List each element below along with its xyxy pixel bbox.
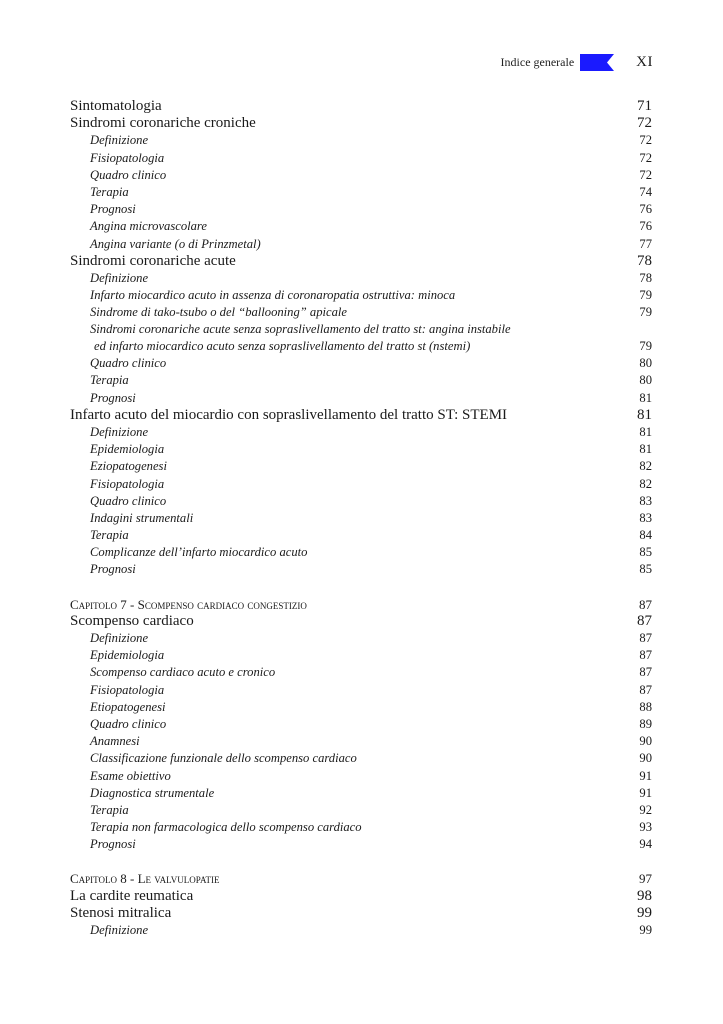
toc-subentry[interactable] — [70, 132, 652, 149]
toc-subentry[interactable] — [70, 476, 652, 493]
toc-subentry[interactable] — [70, 716, 652, 733]
toc-entry-title: Capitolo 8 - Le valvulopatie — [70, 871, 220, 887]
toc-entry-page: 72 — [639, 150, 652, 165]
toc-entry-page: 79 — [639, 305, 652, 320]
toc-entry-title: Scompenso cardiaco acuto e cronico — [90, 665, 276, 680]
toc-entry-page: 99 — [637, 904, 652, 921]
toc-subentry[interactable] — [70, 510, 652, 527]
toc-entry-page: 92 — [639, 802, 652, 817]
toc-subentry[interactable] — [70, 304, 652, 321]
toc-subentry[interactable] — [70, 184, 652, 201]
toc-entry-page: 98 — [637, 887, 652, 904]
toc-entry-title: Terapia non farmacologica dello scompenso cardiaco — [90, 820, 362, 835]
toc-subentry[interactable] — [70, 561, 652, 578]
toc-chapter-heading[interactable] — [70, 870, 652, 887]
toc-subentry[interactable] — [70, 630, 652, 647]
toc-subentry[interactable] — [70, 647, 652, 664]
toc-subentry[interactable] — [70, 768, 652, 785]
toc-entry-page: 72 — [639, 133, 652, 148]
toc-subentry[interactable] — [70, 167, 652, 184]
toc-entry-page: 84 — [639, 528, 652, 543]
toc-entry-title: Terapia — [90, 528, 129, 543]
bookmark-flag-icon — [580, 54, 614, 71]
toc-entry-page: 72 — [639, 167, 652, 182]
toc-entry-title: Definizione — [90, 270, 149, 285]
toc-subentry[interactable] — [70, 802, 652, 819]
section-gap — [70, 853, 652, 870]
toc-entry-page: 78 — [637, 252, 652, 269]
toc-entry[interactable] — [70, 613, 652, 630]
toc-entry[interactable] — [70, 888, 652, 905]
toc-entry-page: 81 — [639, 390, 652, 405]
toc-entry-page: 81 — [637, 406, 652, 423]
toc-entry-page: 71 — [637, 98, 652, 114]
toc-subentry[interactable] — [70, 458, 652, 475]
toc-entry-title: La cardite reumatica — [70, 887, 194, 904]
page-number: XI — [636, 53, 653, 70]
toc-entry-title: Indagini strumentali — [90, 510, 194, 525]
toc-entry-page: 80 — [639, 356, 652, 371]
toc-entry-page: 82 — [639, 459, 652, 474]
toc-subentry[interactable] — [70, 150, 652, 167]
toc-entry-page: 74 — [639, 184, 652, 199]
section-gap — [70, 579, 652, 596]
toc-entry-page: 72 — [637, 115, 652, 132]
toc-entry-page: 87 — [639, 648, 652, 663]
toc-entry-title: Etiopatogenesi — [90, 699, 166, 714]
toc-subentry[interactable] — [70, 750, 652, 767]
toc-entry-page: 82 — [639, 476, 652, 491]
toc-entry-page: 91 — [639, 768, 652, 783]
toc-entry-page: 90 — [639, 734, 652, 749]
toc-entry-title: Eziopatogenesi — [90, 459, 167, 474]
toc-entry-page: 99 — [639, 923, 652, 938]
toc-entry-page: 87 — [639, 682, 652, 697]
toc-entry-page: 87 — [639, 596, 652, 612]
toc-entry-title: Angina variante (o di Prinzmetal) — [90, 236, 261, 251]
toc-subentry[interactable] — [70, 390, 652, 407]
toc-subentry[interactable] — [70, 664, 652, 681]
toc-entry-title: Definizione — [90, 424, 149, 439]
toc-entry-page: 79 — [639, 288, 652, 303]
toc-entry-page: 87 — [637, 612, 652, 629]
toc-subentry[interactable] — [70, 424, 652, 441]
toc-entry-page: 78 — [639, 270, 652, 285]
toc-entry-title: Quadro clinico — [90, 716, 167, 731]
toc-entry[interactable] — [70, 98, 652, 115]
toc-entry-title: Classificazione funzionale dello scompenso cardiaco — [90, 751, 357, 766]
toc-entry-page: 91 — [639, 785, 652, 800]
toc-entry-page: 89 — [639, 716, 652, 731]
toc-entry-title: Sindromi coronariche croniche — [70, 115, 256, 132]
toc-entry-title: Definizione — [90, 133, 149, 148]
toc-entry-page: 85 — [639, 545, 652, 560]
toc-entry-title: Definizione — [90, 923, 149, 938]
toc-entry-title-line1: Sindromi coronariche acute senza sopraslivellamento del tratto st: angina instabile — [90, 322, 511, 337]
toc-subentry[interactable] — [70, 836, 652, 853]
toc-subentry[interactable] — [70, 733, 652, 750]
toc-subentry[interactable] — [70, 372, 652, 389]
toc-subentry[interactable] — [70, 493, 652, 510]
toc-entry-title: Infarto acuto del miocardio con sopraslivellamento del tratto ST: STEMI — [70, 406, 508, 423]
toc-entry-page: 94 — [639, 837, 652, 852]
toc-entry-title: Epidemiologia — [90, 442, 165, 457]
toc-entry[interactable] — [70, 407, 652, 424]
toc-subentry[interactable] — [70, 922, 652, 939]
toc-entry-title: Prognosi — [90, 562, 136, 577]
toc-subentry[interactable] — [70, 527, 652, 544]
toc-subentry[interactable] — [70, 236, 652, 253]
toc-entry-title: Terapia — [90, 184, 129, 199]
toc-subentry[interactable] — [70, 682, 652, 699]
toc-entry-title: Fisiopatologia — [90, 682, 165, 697]
toc-entry-title: Sindrome di tako-tsubo o del “ballooning” apicale — [90, 305, 347, 320]
toc-entry-title: Sintomatologia — [70, 98, 162, 114]
toc-entry-page: 90 — [639, 751, 652, 766]
toc-entry-title: Quadro clinico — [90, 493, 167, 508]
toc-subentry[interactable] — [70, 355, 652, 372]
toc-entry-page: 93 — [639, 820, 652, 835]
toc-entry-title: Diagnostica strumentale — [90, 785, 215, 800]
toc-entry-title: Sindromi coronariche acute — [70, 252, 236, 269]
toc-subentry[interactable] — [70, 218, 652, 235]
toc-entry-page: 83 — [639, 493, 652, 508]
toc-subentry[interactable] — [70, 441, 652, 458]
toc-entry-page: 76 — [639, 202, 652, 217]
toc-entry-title: Complicanze dell’infarto miocardico acuto — [90, 545, 308, 560]
toc-entry-page: 76 — [639, 219, 652, 234]
toc-entry-page: 81 — [639, 442, 652, 457]
toc-entry-multiline[interactable] — [70, 321, 652, 355]
toc-subentry[interactable] — [70, 544, 652, 561]
running-header — [501, 52, 653, 72]
toc-entry-title: Prognosi — [90, 837, 136, 852]
toc-entry-title: Esame obiettivo — [90, 768, 171, 783]
toc-entry-title: Prognosi — [90, 390, 136, 405]
toc-entry-title-line2: ed infarto miocardico acuto senza sopraslivellamento del tratto st (nstemi) — [94, 339, 471, 354]
toc-entry-page: 88 — [639, 699, 652, 714]
toc-entry-title: Infarto miocardico acuto in assenza di coronaropatia ostruttiva: minoca — [90, 288, 456, 303]
toc-entry-page: 77 — [639, 236, 652, 251]
toc-entry-page: 87 — [639, 665, 652, 680]
toc-entry-title: Epidemiologia — [90, 648, 165, 663]
toc-entry-page: 85 — [639, 562, 652, 577]
toc-entry-title: Fisiopatologia — [90, 150, 165, 165]
toc-entry-page: 87 — [639, 631, 652, 646]
toc-entry-title: Capitolo 7 - Scompenso cardiaco congestizio — [70, 596, 307, 612]
toc-subentry[interactable] — [70, 201, 652, 218]
toc-entry-title: Terapia — [90, 802, 129, 817]
toc-entry-title: Quadro clinico — [90, 167, 167, 182]
toc-entry-page: 79 — [639, 339, 652, 354]
toc-entry-title: Angina microvascolare — [90, 219, 207, 234]
toc-entry-title: Stenosi mitralica — [70, 904, 172, 921]
toc-entry-title: Prognosi — [90, 202, 136, 217]
toc-entry-title: Fisiopatologia — [90, 476, 165, 491]
table-of-contents — [70, 98, 652, 939]
toc-entry-title: Definizione — [90, 631, 149, 646]
toc-chapter-heading[interactable] — [70, 596, 652, 613]
toc-entry[interactable] — [70, 905, 652, 922]
toc-subentry[interactable] — [70, 785, 652, 802]
toc-subentry[interactable] — [70, 819, 652, 836]
toc-entry-title: Anamnesi — [90, 734, 140, 749]
toc-entry-page: 80 — [639, 373, 652, 388]
toc-entry-page: 83 — [639, 510, 652, 525]
toc-entry-title: Terapia — [90, 373, 129, 388]
toc-entry-title: Scompenso cardiaco — [70, 612, 194, 629]
toc-entry-page: 97 — [639, 871, 652, 887]
toc-entry-page: 81 — [639, 424, 652, 439]
toc-entry[interactable] — [70, 253, 652, 270]
toc-subentry[interactable] — [70, 699, 652, 716]
toc-subentry[interactable] — [70, 270, 652, 287]
toc-subentry[interactable] — [70, 287, 652, 304]
toc-entry[interactable] — [70, 115, 652, 132]
section-title: Indice generale — [500, 54, 575, 69]
toc-entry-title: Quadro clinico — [90, 356, 167, 371]
